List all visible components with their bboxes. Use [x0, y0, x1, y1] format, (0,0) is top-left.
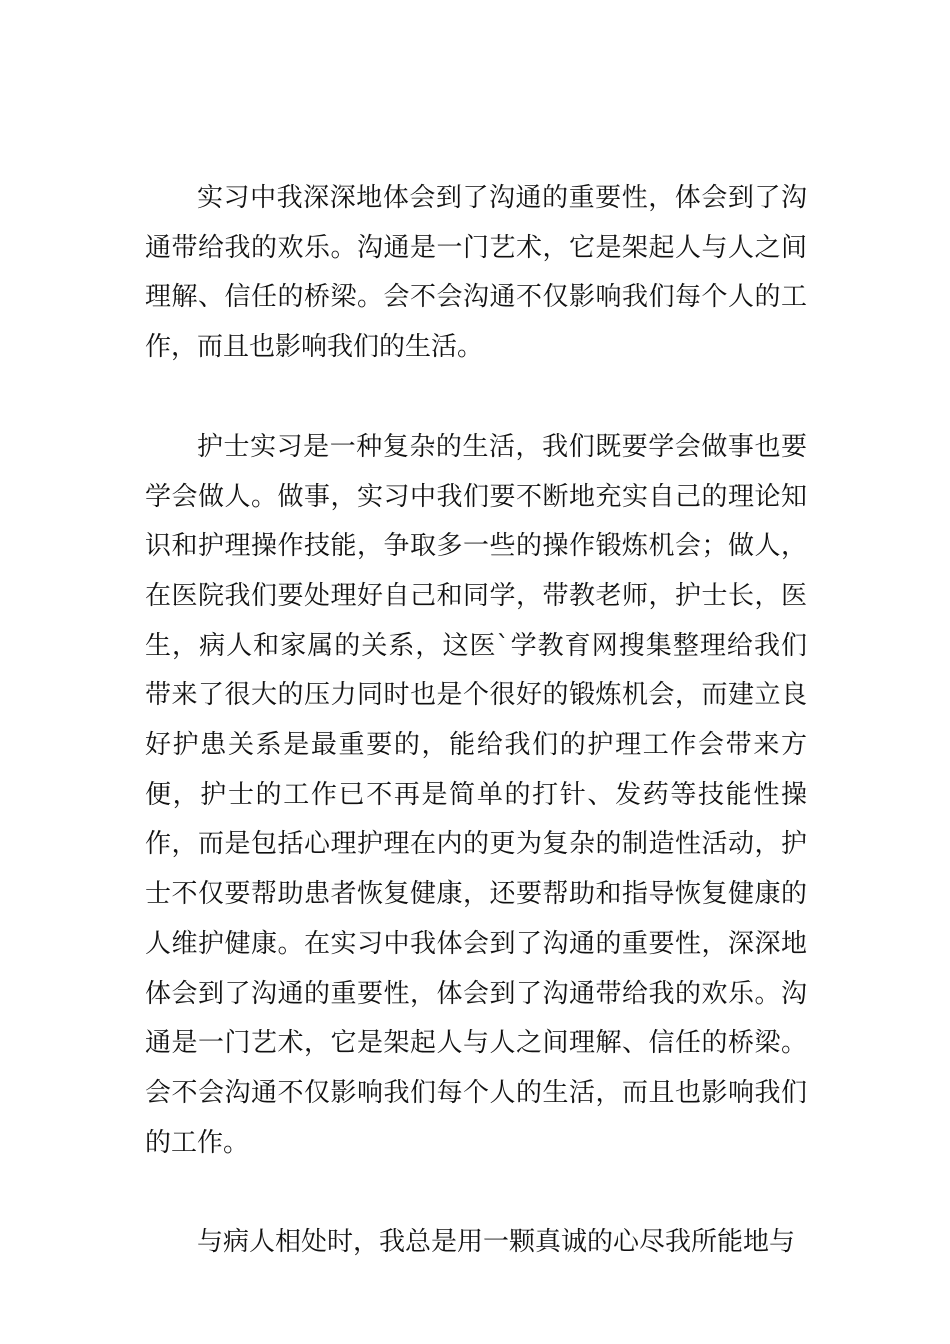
paragraph-spacer	[145, 1168, 807, 1218]
paragraph-3: 与病人相处时，我总是用一颗真诚的心尽我所能地与	[197, 1227, 796, 1258]
paragraph-1: 实习中我深深地体会到了沟通的重要性，体会到了沟通带给我的欢乐。沟通是一门艺术，它是架起人与人之间理解、信任的桥梁。会不会沟通不仅影响我们每个人的工作，而且也影响我们的生活。	[145, 183, 807, 363]
document-body	[145, 174, 807, 1268]
paragraph-2: 护士实习是一种复杂的生活，我们既要学会做事也要学会做人。做事，实习中我们要不断地充实自己的理论知识和护理操作技能，争取多一些的操作锻炼机会；做人，在医院我们要处理好自己和同学，带教老师，护士长，医生，病人和家属的关系，这医`学教育网搜集整理给我们带来了很大的压力同时也是个很好的锻炼机会，而建立良好护患关系是最重要的，能给我们的护理工作会带来方便，护士的工作已不再是简单的打针、发药等技能性操作，而是包括心理护理在内的更为复杂的制造性活动，护士不仅要帮助患者恢复健康，还要帮助和指导恢复健康的人维护健康。在实习中我体会到了沟通的重要性，深深地体会到了沟通的重要性，体会到了沟通带给我的欢乐。沟通是一门艺术，它是架起人与人之间理解、信任的桥梁。会不会沟通不仅影响我们每个人的生活，而且也影响我们的工作。	[145, 431, 807, 1158]
paragraph-spacer	[145, 373, 807, 423]
